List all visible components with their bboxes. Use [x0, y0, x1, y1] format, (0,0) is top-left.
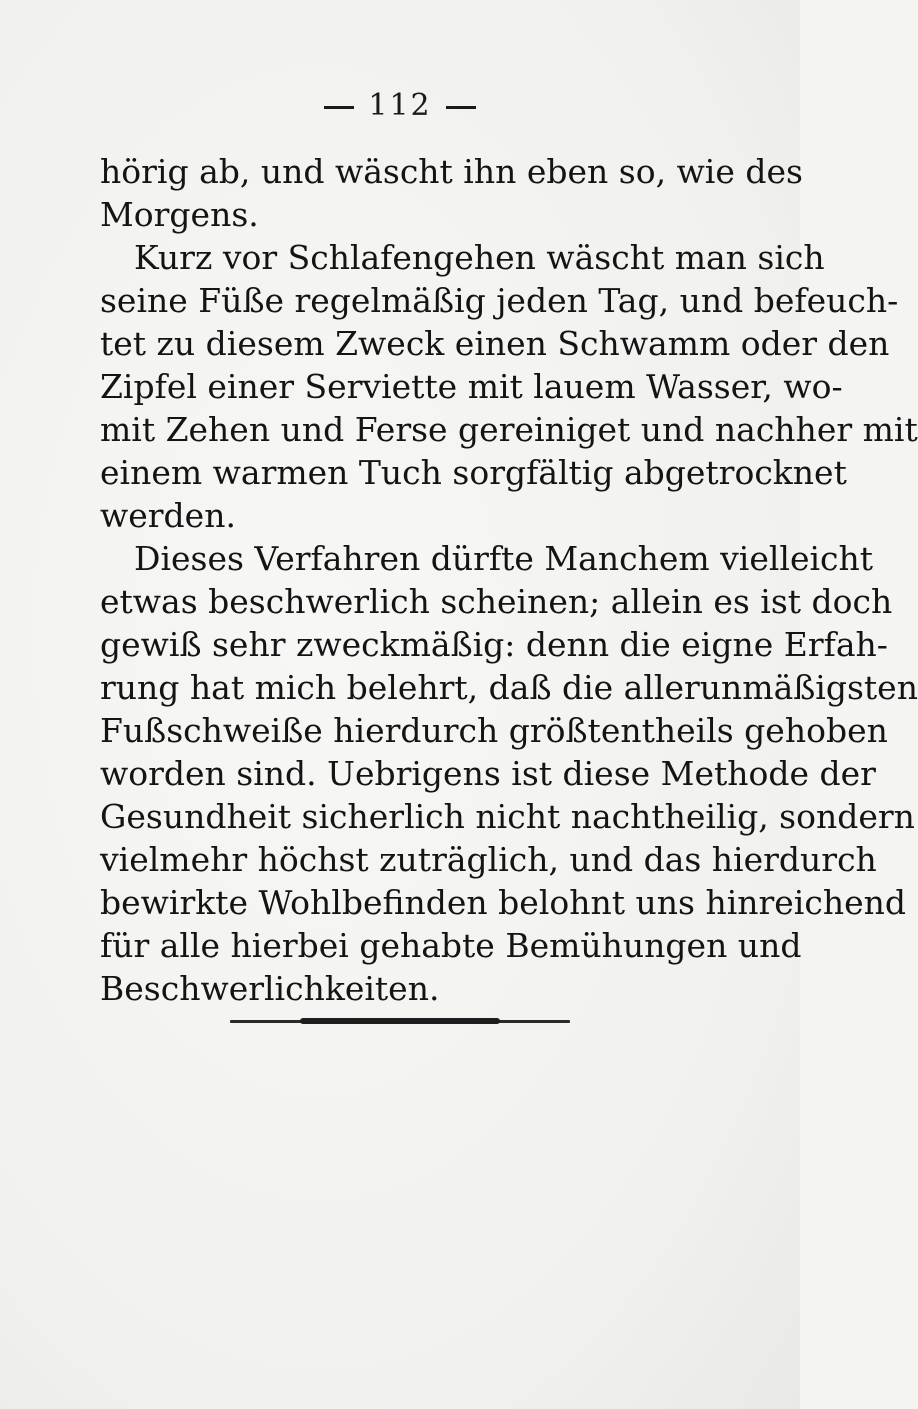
text-line: Morgens. — [100, 195, 259, 234]
text-line: vielmehr höchst zuträglich, und das hierdurch — [100, 840, 877, 879]
body-text — [100, 150, 918, 1010]
text-line: mit Zehen und Ferse gereiniget und nachher mit — [100, 410, 918, 449]
text-line: etwas beschwerlich scheinen; allein es ist doch — [100, 582, 893, 621]
text-line: rung hat mich belehrt, daß die allerunmäßigsten — [100, 668, 918, 707]
text-line: Gesundheit sicherlich nicht nachtheilig, sondern — [100, 797, 915, 836]
page-number: 112 — [368, 88, 432, 123]
text-line: Zipfel einer Serviette mit lauem Wasser, wo- — [100, 367, 843, 406]
text-line: werden. — [100, 496, 236, 535]
paragraph-3 — [100, 537, 918, 1010]
text-line: hörig ab, und wäscht ihn eben so, wie des — [100, 152, 803, 191]
text-line: Dieses Verfahren dürfte Manchem vielleicht — [134, 539, 874, 578]
text-line: tet zu diesem Zweck einen Schwamm oder den — [100, 324, 890, 363]
text-line: für alle hierbei gehabte Bemühungen und — [100, 926, 802, 965]
text-line: Kurz vor Schlafengehen wäscht man sich — [134, 238, 825, 277]
section-end-rule — [230, 1020, 570, 1023]
paragraph-1 — [100, 150, 803, 236]
text-line: gewiß sehr zweckmäßig: denn die eigne Erfah- — [100, 625, 888, 664]
text-line: einem warmen Tuch sorgfältig abgetrocknet — [100, 453, 847, 492]
text-line: Fußschweiße hierdurch größtentheils gehoben — [100, 711, 888, 750]
text-line: worden sind. Uebrigens ist diese Methode der — [100, 754, 876, 793]
right-dash — [446, 106, 476, 109]
text-line: bewirkte Wohlbefinden belohnt uns hinreichend — [100, 883, 907, 922]
left-dash — [324, 106, 354, 109]
page-number-header — [0, 88, 800, 123]
text-line: seine Füße regelmäßig jeden Tag, und befeuch- — [100, 281, 899, 320]
text-line: Beschwerlichkeiten. — [100, 969, 440, 1008]
paragraph-2 — [100, 236, 918, 537]
